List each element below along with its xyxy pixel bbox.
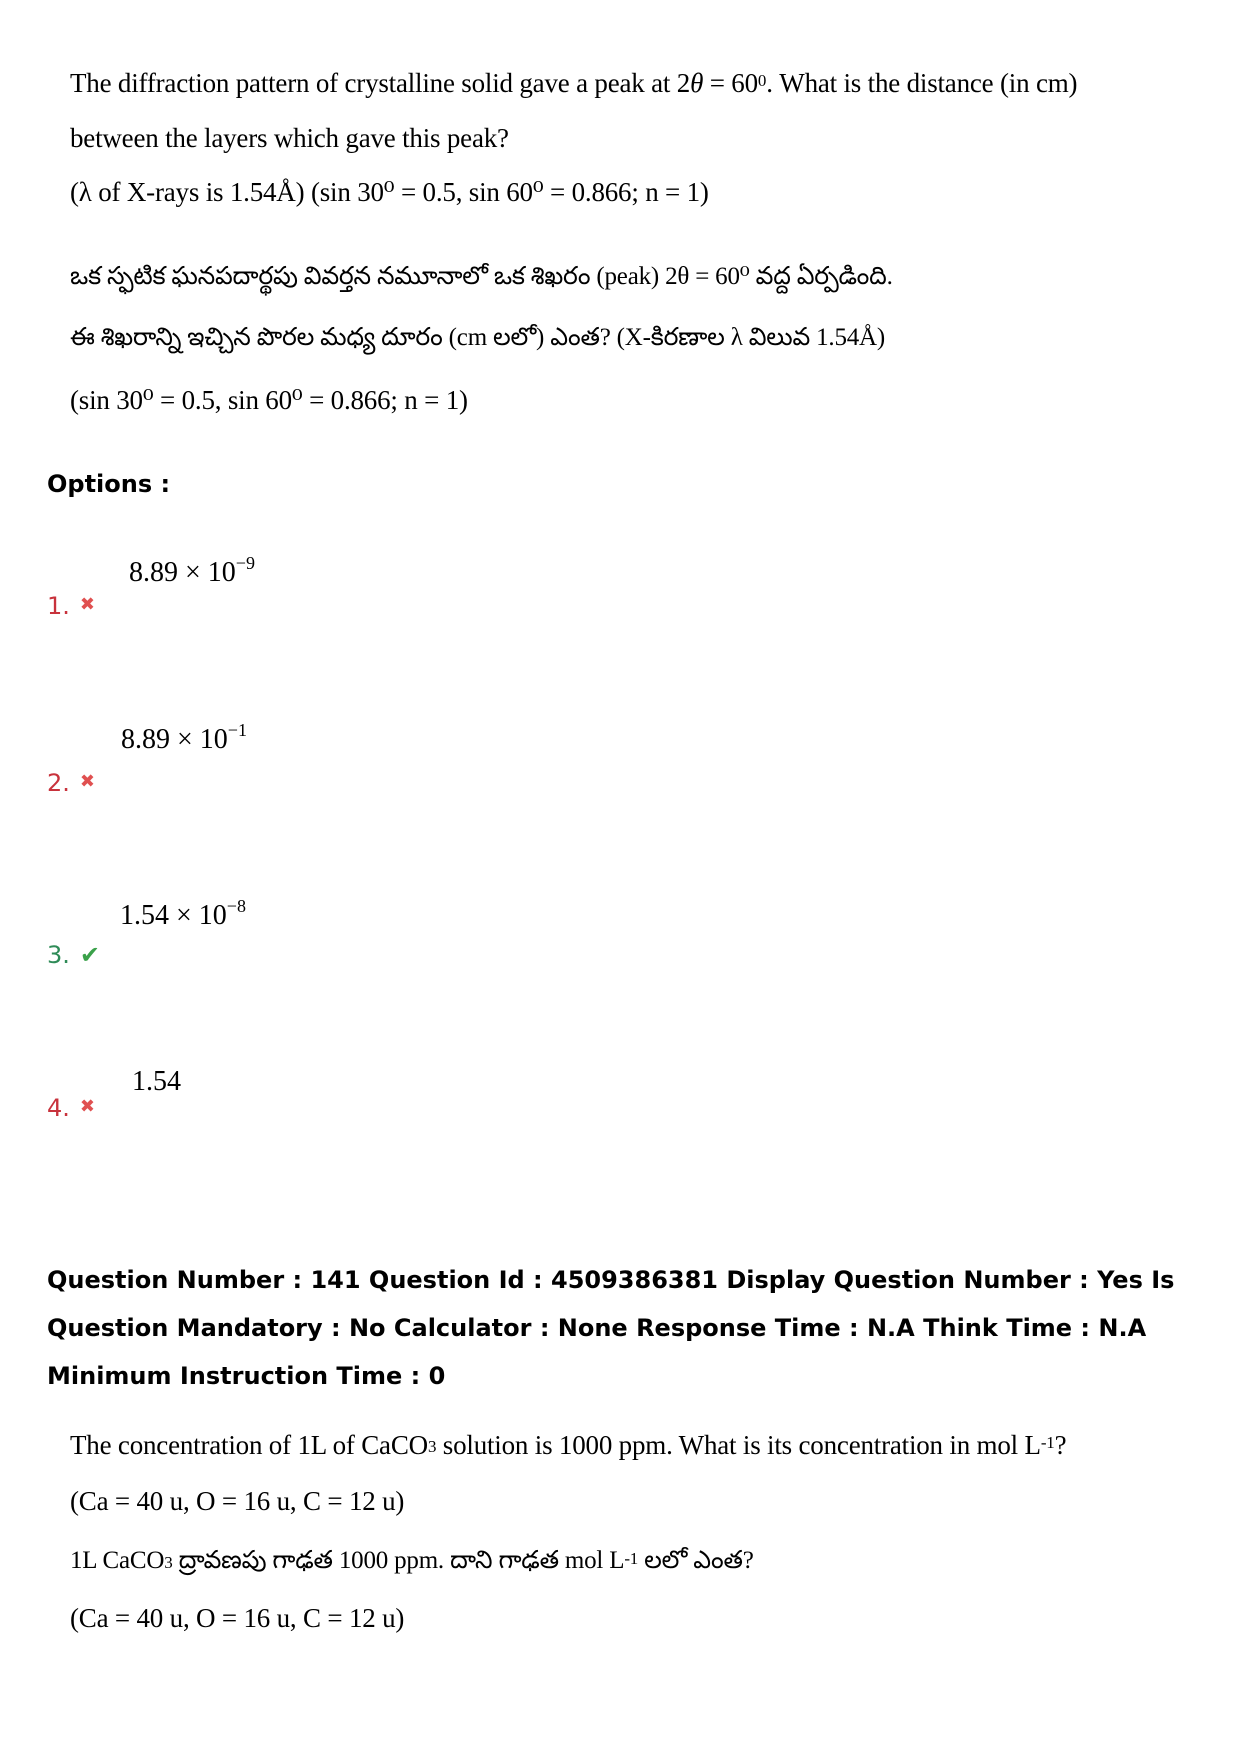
option-1-number [47,592,95,620]
q140-en-line2: between the layers which gave this peak? [70,123,509,153]
option-3-label: 3. [47,941,70,969]
q141-te-superscript: -1 [624,1549,639,1568]
option-4 [47,1062,647,1182]
option-3-number [47,941,100,969]
question-meta: Question Number : 141 Question Id : 4509386381 Display Question Number : Yes Is Question Mandatory : No Calculator : None Response Time : N.A Think Time : N.A Minimum Instruction Time : 0 [47,1266,1175,1390]
q141-en-superscript: -1 [1040,1433,1055,1452]
checkmark-icon: ✔ [79,941,101,969]
option-3-value [120,896,246,932]
q141-te-line1-c: లలో ఎంత? [638,1547,754,1574]
option-2-exponent: −1 [227,720,247,740]
q141-te-subscript: 3 [164,1553,173,1572]
q141-te-line1 [70,1544,754,1578]
cross-icon: ✖ [79,594,95,615]
q140-en-line1 [70,66,1077,100]
q140-en-line1-c: . What is the distance (in cm) [766,68,1078,98]
q141-en-line1-c: ? [1054,1430,1067,1460]
option-3-mantissa: 1.54 × 10 [120,900,227,931]
option-4-value [132,1066,181,1098]
theta-symbol: θ [690,68,704,98]
option-2-number [47,769,95,797]
q140-en-line3: (λ of X-rays is 1.54Å) (sin 30⁰ = 0.5, sin 60⁰ = 0.866; n = 1) [70,177,709,207]
degree-superscript: 0 [757,71,767,90]
option-4-mantissa: 1.54 [132,1066,181,1097]
option-4-number [47,1094,95,1122]
cross-icon: ✖ [79,1096,95,1117]
q141-en-line1 [70,1428,1066,1462]
option-2-value [121,720,247,756]
option-3 [47,896,647,1016]
q141-te-line2: (Ca = 40 u, O = 16 u, C = 12 u) [70,1603,405,1633]
option-1 [47,545,647,665]
q140-en-line1-a: The diffraction pattern of crystalline solid gave a peak at 2 [70,68,691,98]
option-3-exponent: −8 [226,896,246,916]
option-1-value [129,553,255,589]
option-2 [47,720,647,840]
q141-te-line1-a: 1L CaCO [70,1547,165,1574]
option-2-label: 2. [47,769,70,797]
option-1-mantissa: 8.89 × 10 [129,557,236,588]
option-1-label: 1. [47,592,70,620]
cross-icon: ✖ [79,771,95,792]
q140-te-line2: ఈ శిఖరాన్ని ఇచ్చిన పొరల మధ్య దూరం (cm లలో) ఎంత? (X-కిరణాల λ విలువ 1.54Å) [70,324,886,351]
q141-te-line1-b: ద్రావణపు గాఢత 1000 ppm. దాని గాఢత mol L [172,1547,625,1574]
option-2-mantissa: 8.89 × 10 [121,724,228,755]
q141-en-line2: (Ca = 40 u, O = 16 u, C = 12 u) [70,1486,405,1516]
q141-en-line1-a: The concentration of 1L of CaCO [70,1430,428,1460]
q140-te-line1: ఒక స్ఫటిక ఘనపదార్థపు వివర్తన నమూనాలో ఒక శిఖరం (peak) 2θ = 60⁰ వద్ద ఏర్పడింది. [70,263,893,290]
option-1-exponent: −9 [235,553,255,573]
q141-en-subscript: 3 [427,1437,437,1456]
option-4-label: 4. [47,1094,70,1122]
q140-en-line1-b: = 60 [703,68,758,98]
options-heading: Options : [47,470,171,498]
q141-en-line1-b: solution is 1000 ppm. What is its concentration in mol L [436,1430,1041,1460]
q140-te-line3: (sin 30⁰ = 0.5, sin 60⁰ = 0.866; n = 1) [70,385,468,415]
